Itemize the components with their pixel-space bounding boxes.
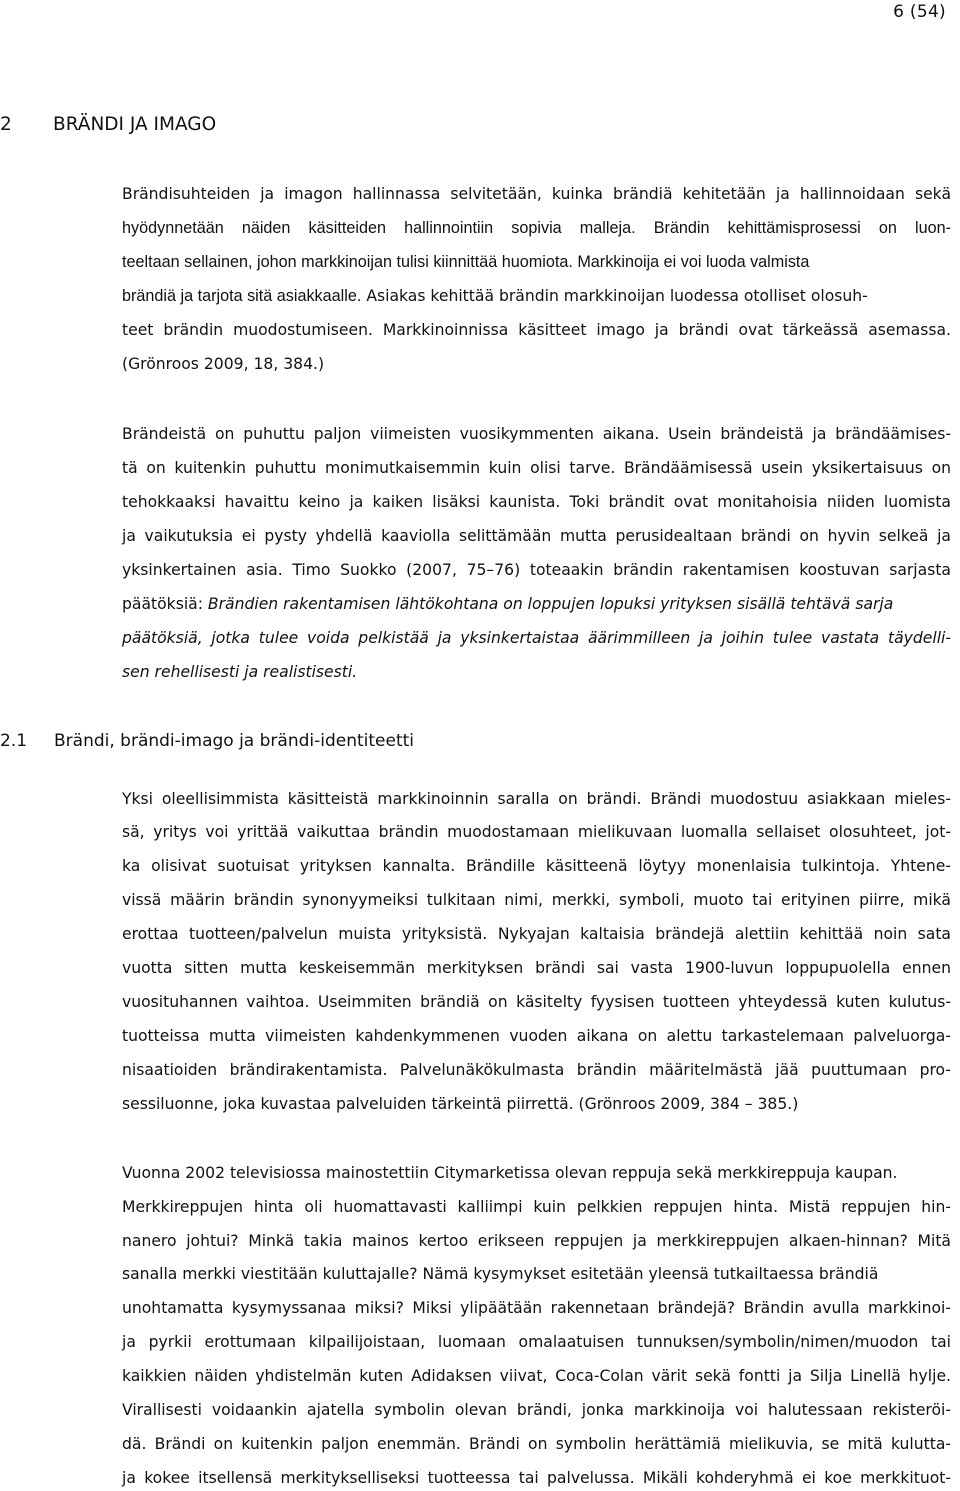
text-line: vuotta sitten mutta keskeisemmän merkityksen brändi sai vasta 1900-luvun loppupuolella ennen (122, 959, 951, 977)
text-line: teet brändin muodostumiseen. Markkinoinnissa käsitteet imago ja brändi ovat tärkeässä asemassa. (122, 321, 951, 339)
text-line: kaikkien näiden yhdistelmän kuten Adidaksen viivat, Coca-Colan värit sekä fontti ja Silja Linellä hylje. (122, 1367, 951, 1385)
text-line: sä, yritys voi yrittää vaikuttaa brändin muodostamaan mielikuvaan luomalla sellaiset olosuhteet, jot- (122, 823, 951, 841)
text-line: tä on kuitenkin puhuttu monimutkaisemmin kuin olisi tarve. Brändäämisessä usein yksikertaisuus on (122, 459, 951, 477)
chapter-heading (0, 114, 216, 135)
quote-text: Brändien rakentamisen lähtökohtana on loppujen lopuksi yrityksen sisällä tehtävä sarja (207, 595, 894, 613)
chapter-title: BRÄNDI JA IMAGO (53, 114, 217, 135)
chapter-number: 2 (0, 114, 12, 135)
text-line: Merkkireppujen hinta oli huomattavasti kalliimpi kuin pelkkien reppujen hinta. Mistä reppujen hin- (122, 1198, 951, 1216)
text-line: Brändisuhteiden ja imagon hallinnassa selvitetään, kuinka brändiä kehitetään ja hallinnoidaan sekä (122, 185, 951, 203)
text-line: nisaatioiden brändirakentamista. Palvelunäkökulmasta brändin määritelmästä jää puuttumaan pro- (122, 1061, 951, 1079)
text-line: tehokkaaksi havaittu keino ja kaiken lisäksi kaunista. Toki brändit ovat monitahoisia niiden luomista (122, 493, 951, 511)
text-line: Virallisesti voidaankin ajatella symbolin olevan brändi, jonka markkinoija voi halutessaan rekisteröi- (122, 1401, 951, 1419)
text-line: hyödynnetään näiden käsitteiden hallinnointiin sopivia malleja. Brändin kehittämisprosessi on luon- (122, 219, 951, 237)
page-number: 6 (54) (893, 2, 946, 22)
text-run: päätöksiä: (122, 595, 208, 613)
text-line: Brändeistä on puhuttu paljon viimeisten vuosikymmenten aikana. Usein brändeistä ja brändäämises- (122, 425, 951, 443)
text-line: nanero johtui? Minkä takia mainos kertoo erikseen reppujen ja merkkireppujen alkaen-hinnan? Mitä (122, 1232, 951, 1250)
text-line: ja vaikutuksia ei pysty yhdellä kaaviolla selittämään mutta perusidealtaan brändi on hyvin selkeä ja (122, 527, 951, 545)
text-line (122, 286, 951, 306)
text-line: sanalla merkki viestitään kuluttajalle? Nämä kysymykset esitetään yleensä tutkailtaessa brändiä (122, 1265, 879, 1283)
text-line (122, 594, 893, 614)
text-line: ja pyrkii erottumaan kilpailijoistaan, luomaan omalaatuisen tunnuksen/symbolin/nimen/muodon tai (122, 1333, 951, 1351)
text-line: ka olisivat suotuisat yrityksen kannalta. Brändille käsitteenä löytyy monenlaisia tulkintoja. Yhtene- (122, 857, 951, 875)
text-line: (Grönroos 2009, 18, 384.) (122, 355, 325, 373)
text-line: erottaa tuotteen/palvelun muista yrityksistä. Nykyajan kaltaisia brändejä alettiin kehittää noin sata (122, 925, 951, 943)
text-line: tuotteissa mutta viimeisten kahdenkymmenen vuoden aikana on alettu tarkastelemaan palveluorga- (122, 1027, 951, 1045)
text-line: vuosituhannen vaihtoa. Useimmiten brändiä on käsitelty fyysisen tuotteen yhteydessä kuten kulutus- (122, 993, 951, 1011)
section-title: Brändi, brändi-imago ja brändi-identiteetti (54, 731, 415, 751)
text-line: teeltaan sellainen, johon markkinoijan tulisi kiinnittää huomiota. Markkinoija ei voi luoda valmista (122, 253, 810, 271)
text-line: ja kokee itsellensä merkitykselliseksi tuotteessa tai palvelussa. Mikäli kohderyhmä ei koe merkkituot- (122, 1469, 951, 1487)
text-line: yksinkertainen asia. Timo Suokko (2007, 75–76) toteaakin brändin rakentamisen koostuvan sarjasta (122, 561, 951, 579)
text-line: vissä määrin brändin synonyymeiksi tulkitaan nimi, merkki, symboli, muoto tai erityinen piirre, mikä (122, 891, 951, 909)
text-line: dä. Brändi on kuitenkin paljon enemmän. Brändi on symbolin herättämiä mielikuvia, se mitä kulutta- (122, 1435, 951, 1453)
quote-text: päätöksiä, jotka tulee voida pelkistää ja yksinkertaistaa äärimmilleen ja joihin tulee vastata täydelli- (122, 629, 951, 647)
section-heading (0, 731, 414, 751)
section-number: 2.1 (0, 731, 28, 751)
text-line: sessiluonne, joka kuvastaa palveluiden tärkeintä piirrettä. (Grönroos 2009, 384 – 385.) (122, 1095, 799, 1113)
text-run: Asiakas kehittää brändin markkinoijan luodessa otolliset olosuh- (366, 287, 868, 305)
text-line: Vuonna 2002 televisiossa mainostettiin Citymarketissa olevan reppuja sekä merkkireppuja kaupan. (122, 1164, 898, 1182)
text-run: brändiä ja tarjota sitä asiakkaalle. (122, 287, 362, 305)
text-line: Yksi oleellisimmista käsitteistä markkinoinnin saralla on brändi. Brändi muodostuu asiakkaan mieles- (122, 790, 951, 808)
text-line: unohtamatta kysymyssanaa miksi? Miksi ylipäätään rakennetaan brändejä? Brändin avulla markkinoi- (122, 1299, 951, 1317)
quote-text: sen rehellisesti ja realistisesti. (122, 663, 358, 681)
